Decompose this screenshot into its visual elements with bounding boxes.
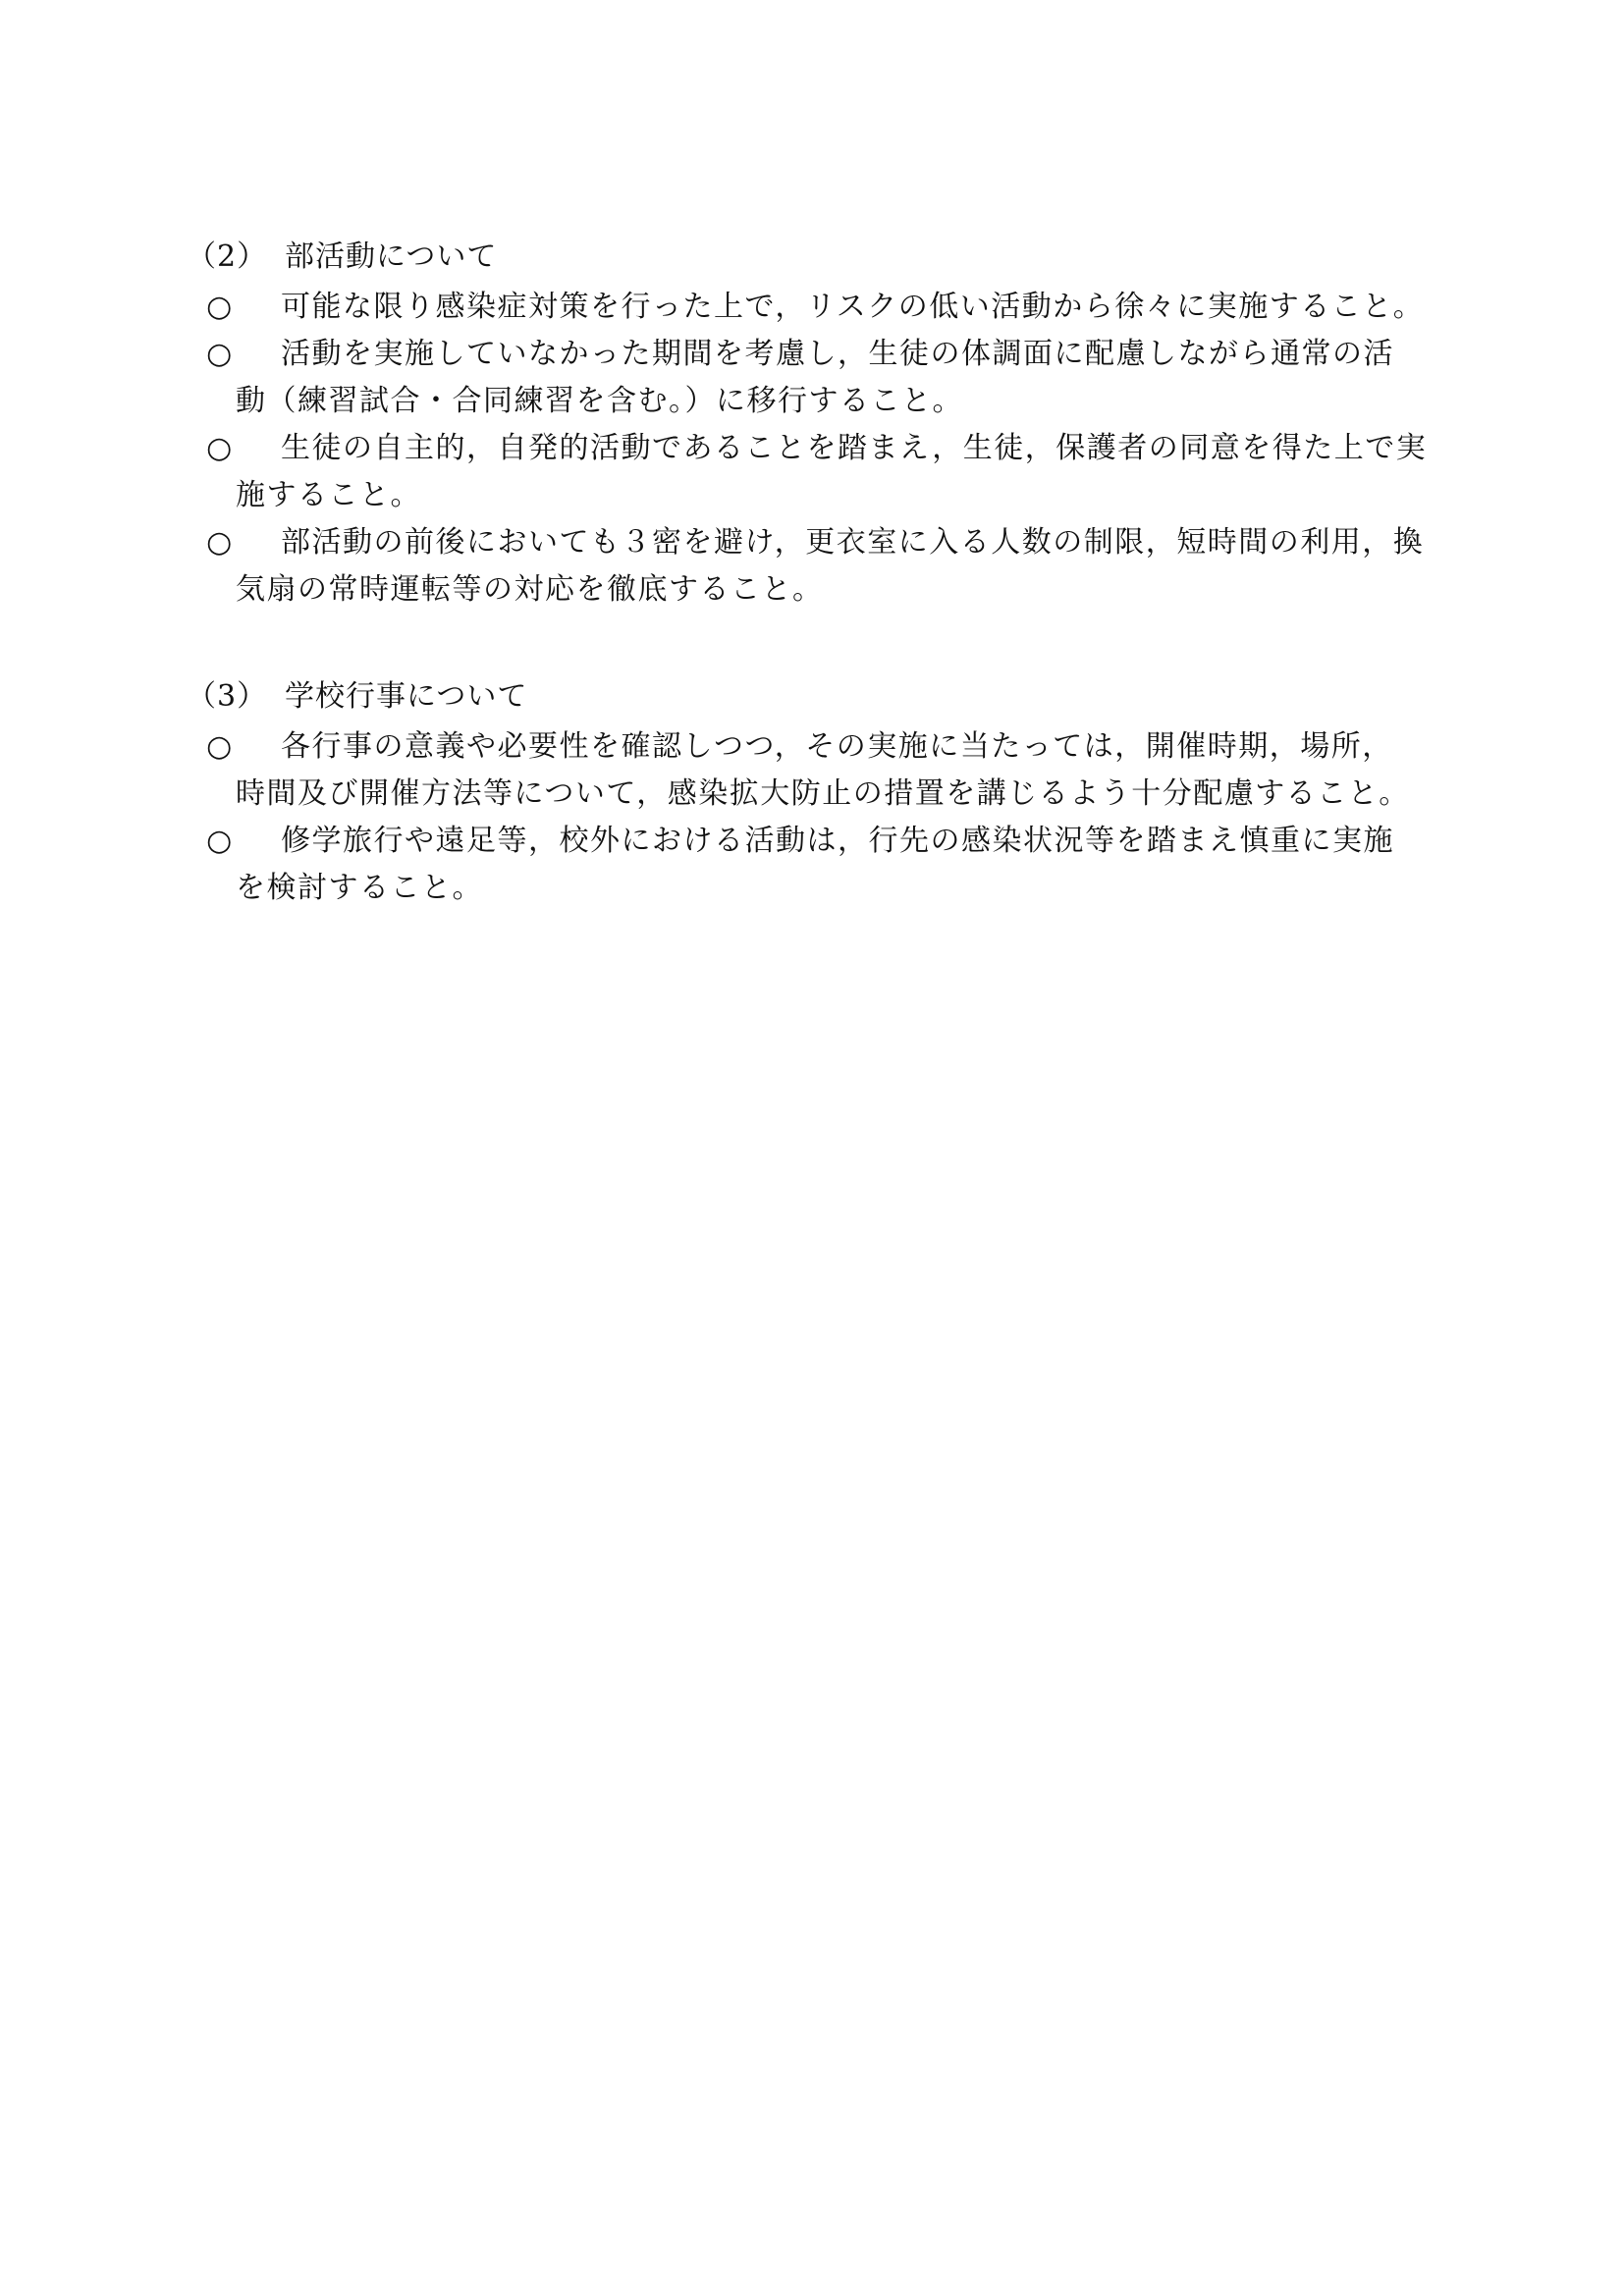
list-item <box>200 331 1453 425</box>
bullet-list <box>187 284 1453 614</box>
item-text-line: 修学旅行や遠足等，校外における活動は，行先の感染状況等を踏まえ慎重に実施 <box>281 824 1394 858</box>
item-text-line: 施すること。 <box>236 478 421 512</box>
item-text-line: を検討すること。 <box>236 871 483 905</box>
item-text-line: 可能な限り感染症対策を行った上で，リスクの低い活動から徐々に実施すること。 <box>281 290 1425 324</box>
list-item <box>200 425 1453 519</box>
section-heading <box>187 234 1453 281</box>
section-heading <box>187 673 1453 721</box>
circle-bullet-icon: ○ <box>206 729 234 764</box>
section-club-activities <box>187 234 1453 614</box>
list-item <box>200 723 1453 818</box>
bullet-list <box>187 723 1453 912</box>
section-title: 学校行事について <box>285 679 528 714</box>
item-text-line: 各行事の意義や必要性を確認しつつ，その実施に当たっては，開催時期，場所， <box>281 729 1393 764</box>
item-text-line: 活動を実施していなかった期間を考慮し，生徒の体調面に配慮しながら通常の活 <box>281 337 1394 371</box>
section-number: （2） <box>187 240 268 274</box>
item-text-line: 部活動の前後においても３密を避け，更衣室に入る人数の制限，短時間の利用，換 <box>281 525 1425 560</box>
section-title: 部活動について <box>285 240 498 274</box>
circle-bullet-icon: ○ <box>206 290 234 324</box>
circle-bullet-icon: ○ <box>206 337 234 371</box>
item-text-line: 動（練習試合・合同練習を含む。）に移行すること。 <box>236 384 963 418</box>
list-item <box>200 284 1453 331</box>
item-text-line: 時間及び開催方法等について，感染拡大防止の措置を講じるよう十分配慮すること。 <box>236 776 1410 811</box>
item-text-line: 生徒の自主的，自発的活動であることを踏まえ，生徒，保護者の同意を得た上で実 <box>281 431 1428 465</box>
section-number: （3） <box>187 679 268 714</box>
section-school-events <box>187 673 1453 912</box>
list-item <box>200 818 1453 912</box>
item-text-line: 気扇の常時運転等の対応を徹底すること。 <box>236 572 824 607</box>
circle-bullet-icon: ○ <box>206 525 234 560</box>
list-item <box>200 519 1453 614</box>
circle-bullet-icon: ○ <box>206 431 234 465</box>
circle-bullet-icon: ○ <box>206 824 234 858</box>
